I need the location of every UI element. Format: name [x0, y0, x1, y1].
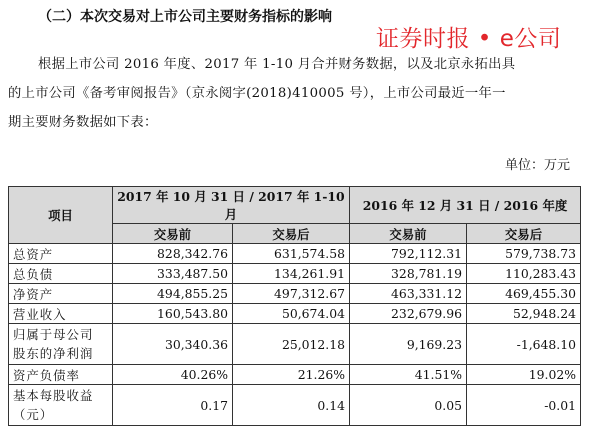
- cell-value: 110,283.43: [467, 264, 581, 284]
- watermark-text: 证券时报 • e公司: [376, 26, 562, 52]
- paragraph-line-2: 的上市公司《备考审阅报告》（京永阅字(2018)410005 号），上市公司最近一年一: [8, 86, 506, 101]
- header-before-2016: 交易前: [350, 224, 467, 244]
- cell-value: 0.05: [350, 385, 467, 426]
- table-row: [9, 385, 581, 426]
- cell-value: 134,261.91: [233, 264, 350, 284]
- table-row: [9, 244, 581, 264]
- row-label-line-1: 基本每股收益: [13, 388, 94, 403]
- row-label: 净资产: [9, 284, 113, 304]
- cell-value: 21.26%: [233, 365, 350, 385]
- header-after-2017: 交易后: [233, 224, 350, 244]
- cell-value: 232,679.96: [350, 304, 467, 324]
- header-period-2016: 2016 年 12 月 31 日 / 2016 年度: [350, 187, 581, 224]
- row-label: 总资产: [9, 244, 113, 264]
- row-label: [9, 324, 113, 365]
- paragraph-line-3: 期主要财务数据如下表：: [8, 115, 158, 130]
- cell-value: 40.26%: [113, 365, 233, 385]
- table-row: [9, 365, 581, 385]
- cell-value: 792,112.31: [350, 244, 467, 264]
- cell-value: 0.14: [233, 385, 350, 426]
- cell-value: 30,340.36: [113, 324, 233, 365]
- row-label-line-1: 归属于母公司: [13, 327, 94, 342]
- cell-value: -1,648.10: [467, 324, 581, 365]
- header-period-2017: 2017 年 10 月 31 日 / 2017 年 1-10 月: [113, 187, 350, 224]
- financial-table: [8, 186, 581, 426]
- row-label: 营业收入: [9, 304, 113, 324]
- cell-value: 9,169.23: [350, 324, 467, 365]
- header-after-2016: 交易后: [467, 224, 581, 244]
- intro-paragraph: [8, 50, 576, 137]
- row-label: 总负债: [9, 264, 113, 284]
- cell-value: 19.02%: [467, 365, 581, 385]
- cell-value: 160,543.80: [113, 304, 233, 324]
- row-label-line-2: 股东的净利润: [13, 346, 94, 361]
- cell-value: 52,948.24: [467, 304, 581, 324]
- cell-value: 828,342.76: [113, 244, 233, 264]
- cell-value: 497,312.67: [233, 284, 350, 304]
- cell-value: 333,487.50: [113, 264, 233, 284]
- cell-value: 41.51%: [350, 365, 467, 385]
- table-row: [9, 324, 581, 365]
- cell-value: 0.17: [113, 385, 233, 426]
- cell-value: 25,012.18: [233, 324, 350, 365]
- cell-value: 494,855.25: [113, 284, 233, 304]
- paragraph-line-1: 根据上市公司 2016 年度、2017 年 1-10 月合并财务数据，以及北京永拓出具: [38, 57, 516, 72]
- cell-value: 469,455.30: [467, 284, 581, 304]
- section-heading: （二）本次交易对上市公司主要财务指标的影响: [38, 9, 332, 25]
- cell-value: 463,331.12: [350, 284, 467, 304]
- row-label-line-2: （元）: [13, 407, 54, 422]
- cell-value: -0.01: [467, 385, 581, 426]
- cell-value: 328,781.19: [350, 264, 467, 284]
- table-row: [9, 284, 581, 304]
- table-row: [9, 264, 581, 284]
- row-label: 资产负债率: [9, 365, 113, 385]
- table-row: [9, 304, 581, 324]
- cell-value: 50,674.04: [233, 304, 350, 324]
- cell-value: 631,574.58: [233, 244, 350, 264]
- header-item: 项目: [9, 187, 113, 244]
- row-label: [9, 385, 113, 426]
- unit-label: 单位：万元: [504, 158, 570, 173]
- header-before-2017: 交易前: [113, 224, 233, 244]
- cell-value: 579,738.73: [467, 244, 581, 264]
